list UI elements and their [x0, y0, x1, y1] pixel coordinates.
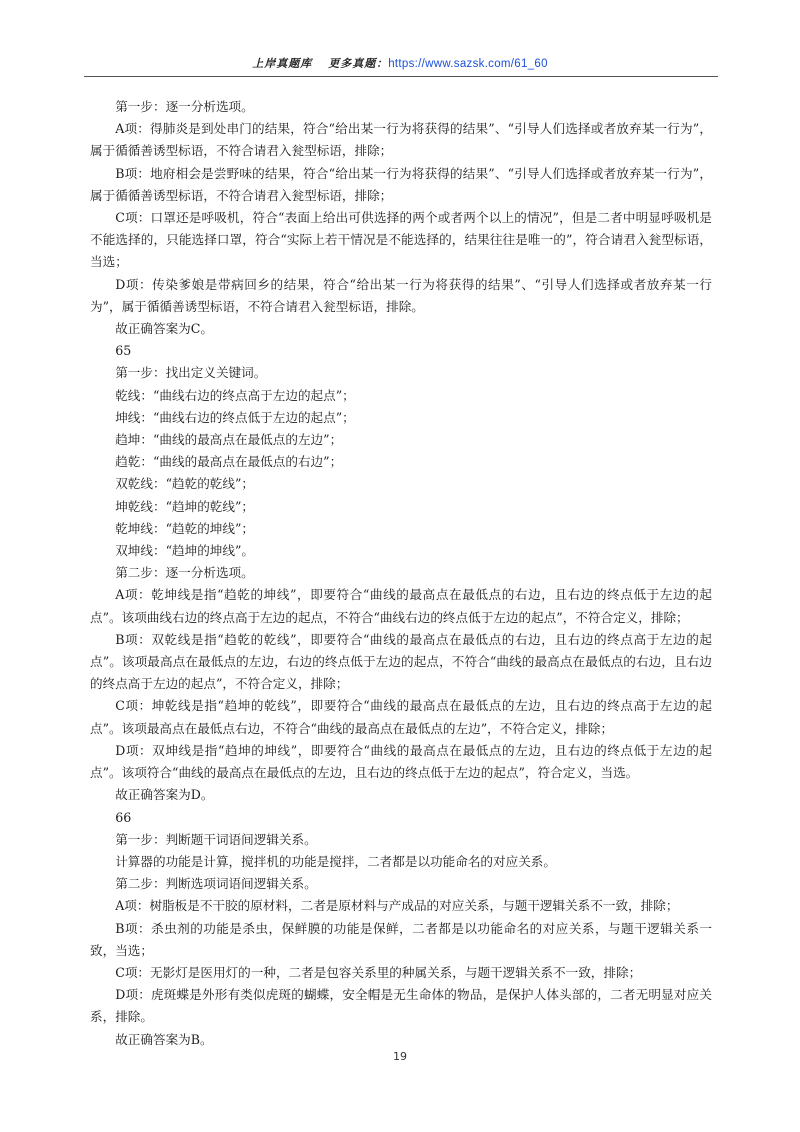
paragraph: 计算器的功能是计算，搅拌机的功能是搅拌，二者都是以功能命名的对应关系。	[115, 853, 556, 869]
paragraph: 65	[115, 343, 132, 359]
header-url-link[interactable]: https://www.sazsk.com/61_60	[388, 58, 548, 70]
header-divider	[84, 76, 718, 77]
paragraph: 故正确答案为D。	[115, 787, 214, 803]
paragraph: D项：传染爹娘是带病回乡的结果，符合“给出某一行为将获得的结果”、“引导人们选择或者放弃某一行为”，属于循循善诱型标语，不符合请君入瓮型标语，排除。	[90, 276, 712, 314]
paragraph: B项：双乾线是指“趋乾的乾线”，即要符合“曲线的最高点在最低点的右边，且右边的终点高于左边的起点”。该项最高点在最低点的左边，右边的终点低于左边的起点，不符合“曲线的最高点在最低点的右边，且右边的终点高于左边的起点”，不符合定义，排除；	[90, 631, 712, 692]
paragraph: 第一步：逐一分析选项。	[115, 99, 254, 114]
paragraph: A项：树脂板是不干胶的原材料，二者是原材料与产成品的对应关系，与题干逻辑关系不一致，排除；	[115, 898, 679, 914]
header-brand: 上岸真题库	[252, 57, 313, 70]
paragraph: 坤乾线：“趋坤的乾线”；	[115, 498, 255, 514]
paragraph: 故正确答案为C。	[115, 321, 213, 337]
paragraph: 第二步：逐一分析选项。	[115, 565, 254, 581]
paragraph: D项：双坤线是指“趋坤的坤线”，即要符合“曲线的最高点在最低点的左边，且右边的终点低于左边的起点”。该项符合“曲线的最高点在最低点的左边，且右边的终点低于左边的起点”，符合定义，当选。	[90, 742, 712, 781]
paragraph: 坤线：“曲线右边的终点低于左边的起点”；	[115, 409, 355, 425]
paragraph: 第二步：判断选项词语间逻辑关系。	[115, 876, 317, 892]
paragraph: C项：无影灯是医用灯的一种，二者是包容关系里的种属关系，与题干逻辑关系不一致，排除；	[115, 964, 642, 980]
paragraph: 66	[115, 809, 132, 825]
paragraph: 第一步：找出定义关键词。	[115, 365, 267, 381]
paragraph: C项：口罩还是呼吸机，符合“表面上给出可供选择的两个或者两个以上的情况”，但是二者中明显呼吸机是不能选择的，只能选择口罩，符合“实际上若干情况是不能选择的，结果往往是唯一的”，符合请君入瓮型标语，当选；	[90, 210, 712, 270]
paragraph: 双坤线：“趋坤的坤线”。	[115, 543, 255, 559]
paragraph: C项：坤乾线是指“趋坤的乾线”，即要符合“曲线的最高点在最低点的左边，且右边的终点高于左边的起点”。该项最高点在最低点右边，不符合“曲线的最高点在最低点的左边”，不符合定义，排除；	[90, 698, 712, 736]
paragraph: B项：地府相会是尝野味的结果，符合“给出某一行为将获得的结果”、“引导人们选择或者放弃某一行为”，属于循循善诱型标语，不符合请君入瓮型标语，排除；	[90, 165, 712, 203]
paragraph: 第一步：判断题干词语间逻辑关系。	[115, 831, 317, 847]
paragraph: 乾坤线：“趋乾的坤线”；	[115, 520, 255, 536]
document-body	[90, 96, 712, 1051]
paragraph: 乾线：“曲线右边的终点高于左边的起点”；	[115, 387, 355, 403]
paragraph: 趋坤：“曲线的最高点在最低点的左边”；	[115, 432, 343, 448]
paragraph: A项：乾坤线是指“趋乾的坤线”，即要符合“曲线的最高点在最低点的右边，且右边的终点低于左边的起点”。该项曲线右边的终点高于左边的起点，不符合“曲线右边的终点低于左边的起点”，不符合定义，排除；	[90, 587, 712, 625]
header-more-label: 更多真题：	[328, 57, 389, 70]
paragraph: B项：杀虫剂的功能是杀虫，保鲜膜的功能是保鲜，二者都是以功能命名的对应关系，与题干逻辑关系一致，当选；	[90, 920, 712, 958]
paragraph: 双乾线：“趋乾的乾线”；	[115, 476, 255, 492]
paragraph: D项：虎斑蝶是外形有类似虎斑的蝴蝶，安全帽是无生命体的物品，是保护人体头部的，二者无明显对应关系，排除。	[90, 987, 712, 1025]
paragraph: A项：得肺炎是到处串门的结果，符合“给出某一行为将获得的结果”、“引导人们选择或者放弃某一行为”，属于循循善诱型标语，不符合请君入瓮型标语，排除；	[90, 121, 712, 159]
page-number: 19	[393, 1050, 407, 1063]
page-header	[0, 55, 800, 71]
paragraph: 故正确答案为B。	[115, 1031, 213, 1047]
paragraph: 趋乾：“曲线的最高点在最低点的右边”；	[115, 454, 343, 470]
